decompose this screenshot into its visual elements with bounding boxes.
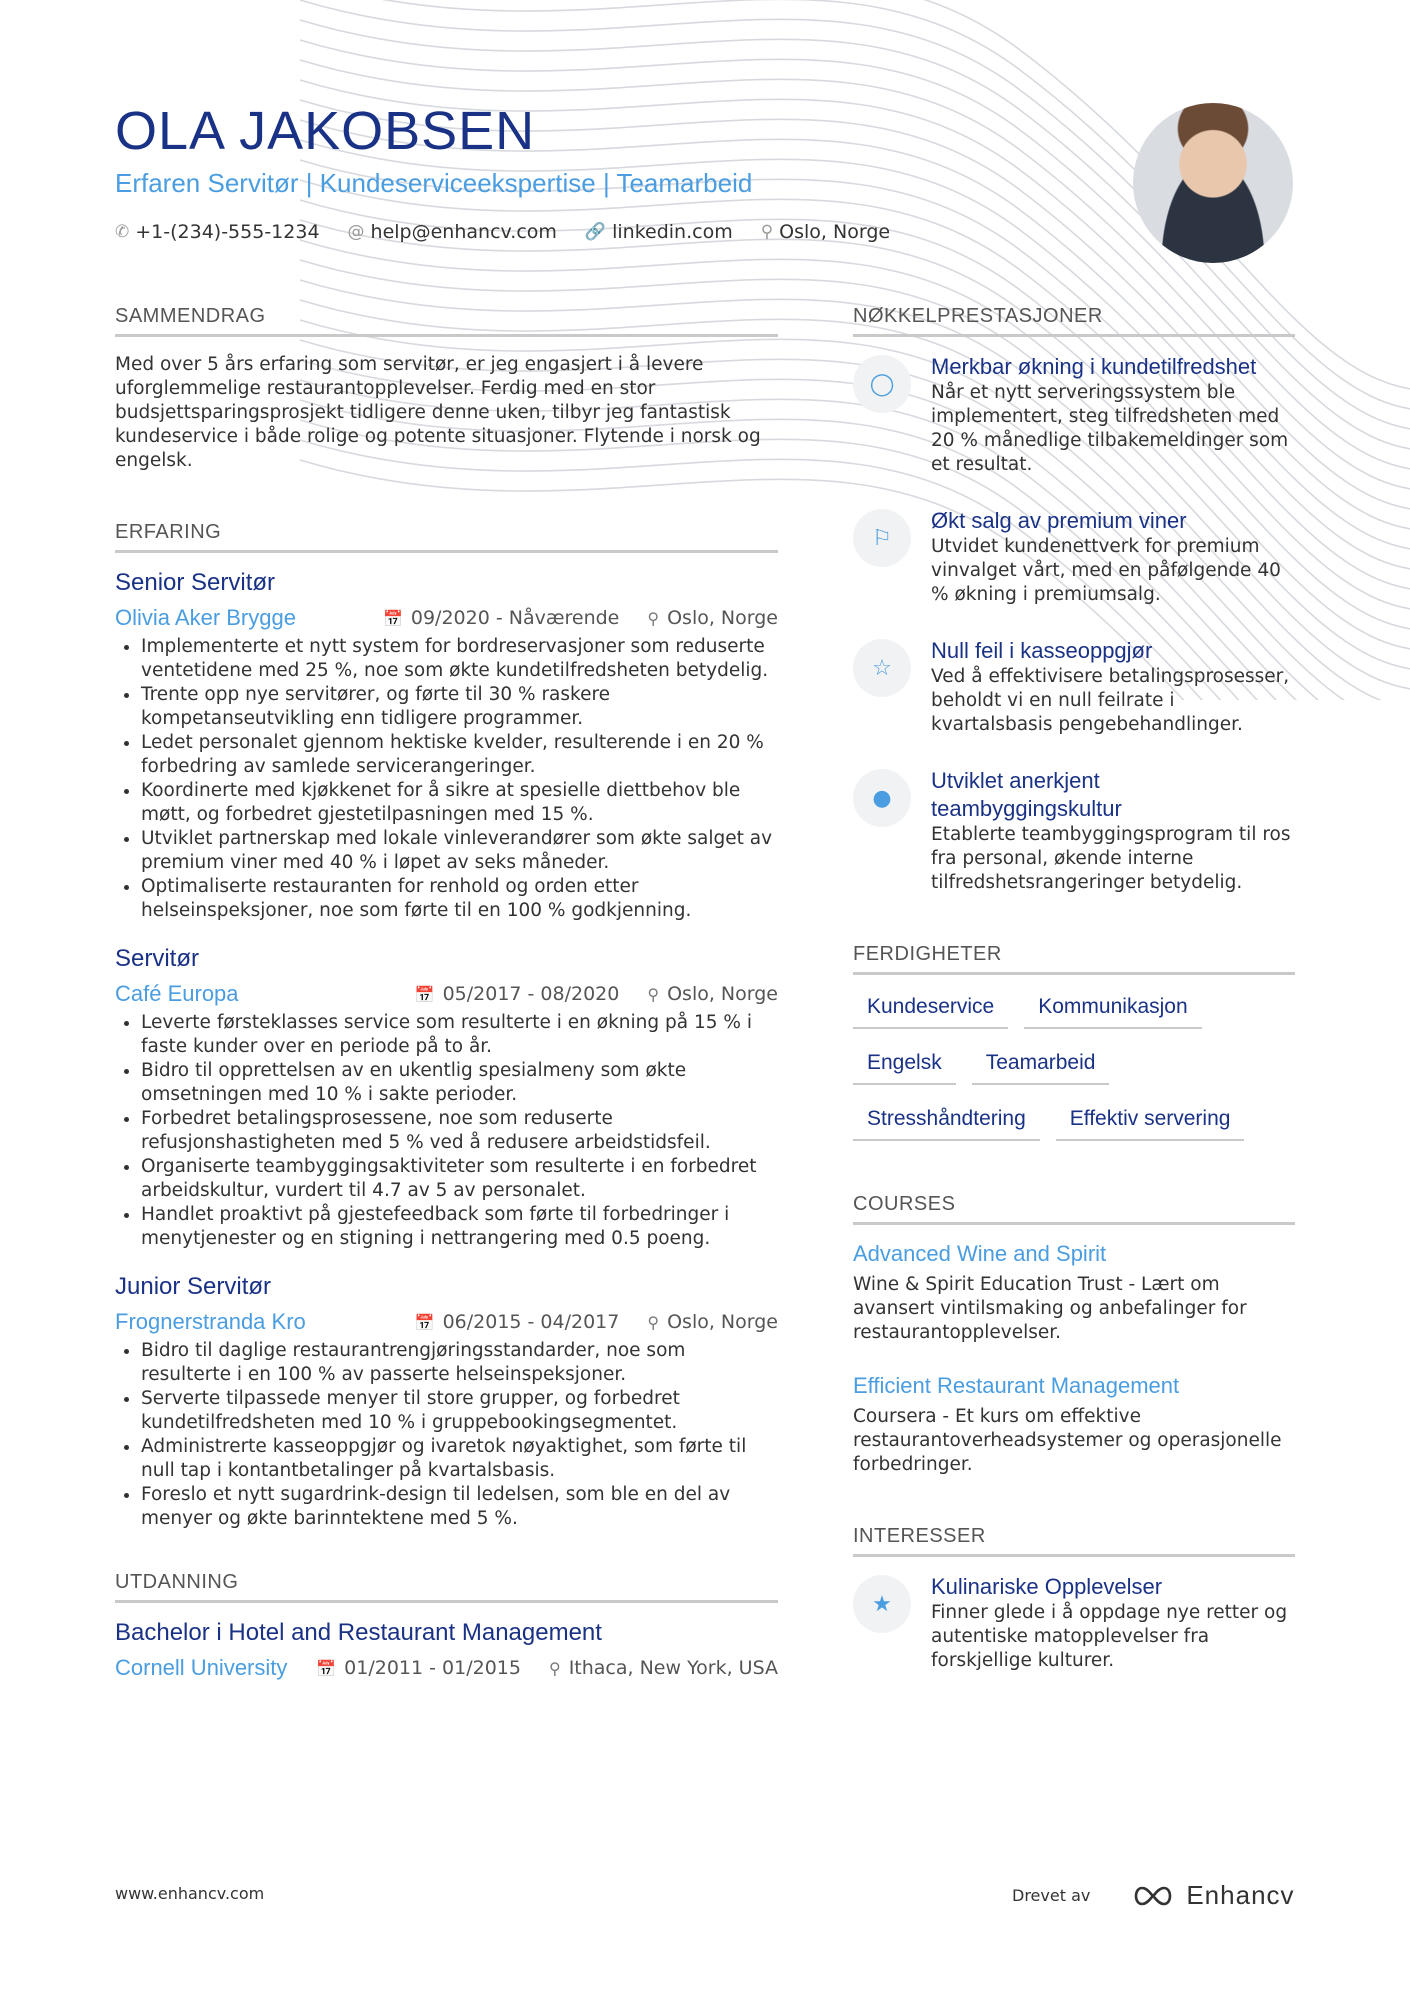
link-icon: 🔗: [584, 222, 607, 242]
course-desc: Wine & Spirit Education Trust - Lært om avansert vintilsmaking og anbefalinger for restaurantopplevelser.: [853, 1274, 1247, 1343]
calendar-icon: 📅: [382, 608, 403, 628]
job-dates: 09/2020 - Nåværende: [410, 607, 620, 629]
job-dates: 05/2017 - 08/2020: [442, 983, 620, 1005]
skill-tag: Engelsk: [853, 1047, 956, 1085]
email-text: help@enhancv.com: [370, 221, 557, 243]
job-bullet: • Implementerte et nytt system for bordreservasjoner som reduserte ventetidene med 25 %, noe som økte kundetilfredsheten betydelig.: [141, 635, 778, 683]
job-bullets: [115, 1011, 778, 1251]
school-name: Cornell University: [115, 1655, 288, 1680]
skill-tag: Kommunikasjon: [1024, 991, 1201, 1029]
job-bullet: • Bidro til daglige restaurantrengjøringsstandarder, noe som resulterte i en 100 % av passerte helseinspeksjoner.: [141, 1339, 778, 1387]
job-bullet: • Utviklet partnerskap med lokale vinleverandører som økte salget av premium viner med 40 % i løpet av seks måneder.: [141, 827, 778, 875]
right-column: [853, 305, 1295, 1703]
flag-icon: ⚐: [853, 509, 911, 567]
education-dates: 01/2011 - 01/2015: [344, 1657, 521, 1679]
skill-tag: Effektiv servering: [1056, 1103, 1245, 1141]
experience-section-title: ERFARING: [115, 521, 778, 553]
degree-title: Bachelor i Hotel and Restaurant Management: [115, 1619, 602, 1646]
job-dates: 06/2015 - 04/2017: [442, 1311, 620, 1333]
education-meta: [115, 1655, 778, 1681]
achievement-title: Merkbar økning i kundetilfredshet: [931, 354, 1257, 379]
contact-location: [761, 221, 890, 243]
interest-item: [853, 1573, 1295, 1673]
linkedin-text: linkedin.com: [612, 221, 733, 243]
brand-logo[interactable]: [1130, 1880, 1294, 1911]
achievement-item: [853, 353, 1295, 477]
job-bullet: • Foreslo et nytt sugardrink-design til ledelsen, som ble en del av menyer og økte barinntektene med 5 %.: [141, 1483, 778, 1531]
skill-tag: Kundeservice: [853, 991, 1008, 1029]
contact-email[interactable]: [348, 221, 557, 243]
course-item: [853, 1373, 1295, 1477]
course-item: [853, 1241, 1295, 1345]
at-icon: @: [347, 222, 365, 242]
calendar-icon: 📅: [414, 1312, 435, 1332]
job-bullet: • Serverte tilpassede menyer til store grupper, og forbedret kundetilfredsheten med 10 % i gruppebookingsegmentet.: [141, 1387, 778, 1435]
job-bullet: • Leverte førsteklasses service som resulterte i en økning på 15 % i faste kunder over en periode på to år.: [141, 1011, 778, 1059]
calendar-icon: 📅: [414, 984, 435, 1004]
interest-title: Kulinariske Opplevelser: [931, 1574, 1163, 1599]
job-bullet: • Koordinerte med kjøkkenet for å sikre at spesielle diettbehov ble møtt, og forbedret gjestetilpasningen med 15 %.: [141, 779, 778, 827]
job-location: Oslo, Norge: [667, 607, 778, 629]
job-meta: [115, 1309, 778, 1335]
job-entry: [115, 1273, 778, 1531]
location-pin-icon: ⚲: [548, 1658, 561, 1678]
phone-text: +1-(234)-555-1234: [135, 221, 320, 243]
course-title: Efficient Restaurant Management: [853, 1373, 1180, 1398]
job-bullet: • Trente opp nye servitører, og førte til 30 % raskere kompetanseutvikling enn tidligere programmer.: [141, 683, 778, 731]
contact-phone[interactable]: [115, 221, 320, 243]
job-bullets: [115, 1339, 778, 1531]
brand-name: Enhancv: [1186, 1880, 1295, 1910]
job-location: Oslo, Norge: [667, 1311, 778, 1333]
achievement-desc: Når et nytt serveringssystem ble implementert, steg tilfredsheten med 20 % månedlige tilbakemeldinger som et resultat.: [931, 382, 1289, 475]
achievements-section-title: NØKKELPRESTASJONER: [853, 305, 1295, 337]
education-entry: [115, 1619, 778, 1681]
candidate-name: OLA JAKOBSEN: [115, 101, 536, 161]
summary-section-title: SAMMENDRAG: [115, 305, 778, 337]
headline: Erfaren Servitør | Kundeserviceekspertise | Teamarbeid: [115, 168, 753, 198]
job-bullet: • Bidro til opprettelsen av en ukentlig spesialmeny som økte omsetningen med 10 % i sakte perioder.: [141, 1059, 778, 1107]
location-pin-icon: ⚲: [647, 984, 660, 1004]
company-name: Frognerstranda Kro: [115, 1309, 306, 1334]
company-name: Café Europa: [115, 981, 239, 1006]
job-meta: [115, 605, 778, 631]
location-text: Oslo, Norge: [779, 221, 891, 243]
footer-website[interactable]: www.enhancv.com: [115, 1884, 265, 1903]
achievement-desc: Ved å effektivisere betalingsprosesser, beholdt vi en null feilrate i kvartalsbasis pengebehandlinger.: [931, 666, 1290, 735]
job-meta: [115, 981, 778, 1007]
job-entry: [115, 569, 778, 923]
job-bullets: [115, 635, 778, 923]
job-bullet: • Ledet personalet gjennom hektiske kvelder, resulterende i en 20 % forbedring av samlede servicerangeringer.: [141, 731, 778, 779]
skills-section-title: FERDIGHETER: [853, 943, 1295, 975]
powered-by-label: Drevet av: [1012, 1886, 1091, 1905]
star-outline-icon: ☆: [853, 639, 911, 697]
lightbulb-icon: ◯: [853, 355, 911, 413]
achievement-item: [853, 767, 1295, 895]
profile-photo: [1133, 103, 1293, 263]
courses-section-title: COURSES: [853, 1193, 1295, 1225]
location-pin-icon: ⚲: [760, 222, 774, 242]
left-column: [115, 305, 778, 1685]
calendar-icon: 📅: [316, 1658, 337, 1678]
skill-tag: Teamarbeid: [972, 1047, 1110, 1085]
location-pin-icon: ⚲: [647, 1312, 660, 1332]
course-title: Advanced Wine and Spirit: [853, 1241, 1107, 1266]
course-desc: Coursera - Et kurs om effektive restaurantoverheadsystemer og operasjonelle forbedringer.: [853, 1406, 1282, 1475]
location-pin-icon: ⚲: [647, 608, 660, 628]
resume-header: [115, 100, 1115, 243]
skill-tag: Stresshåndtering: [853, 1103, 1040, 1141]
interest-desc: Finner glede i å oppdage nye retter og autentiske matopplevelser fra forskjellige kulturer.: [931, 1602, 1288, 1671]
achievement-title: Null feil i kasseoppgjør: [931, 638, 1153, 663]
job-bullet: • Organiserte teambyggingsaktiviteter som resulterte i en forbedret arbeidskultur, vurdert til 4.7 av 5 av personalet.: [141, 1155, 778, 1203]
education-section-title: UTDANNING: [115, 1571, 778, 1603]
interests-section-title: INTERESSER: [853, 1525, 1295, 1557]
footer-branding: [1012, 1880, 1295, 1911]
job-bullet: • Optimaliserte restauranten for renhold og orden etter helseinspeksjoner, noe som førte til en 100 % godkjenning.: [141, 875, 778, 923]
achievement-desc: Etablerte teambyggingsprogram til ros fra personal, økende interne tilfredshetsrangeringer betydelig.: [931, 824, 1291, 893]
job-bullet: • Forbedret betalingsprosessene, noe som reduserte refusjonshastigheten med 5 % ved å redusere arbeidstidsfeil.: [141, 1107, 778, 1155]
contact-linkedin[interactable]: [585, 221, 733, 243]
job-title: Junior Servitør: [115, 1273, 272, 1300]
achievement-item: [853, 507, 1295, 607]
star-icon: ★: [853, 1575, 911, 1633]
company-name: Olivia Aker Brygge: [115, 605, 296, 630]
summary-text: Med over 5 års erfaring som servitør, er jeg engasjert i å levere uforglemmelige restaurantopplevelser. Ferdig med en stor budsjettsparingsprosjekt tidligere denne uken, tilbyr jeg fantastisk kundeservice i både rolige og potente situasjoner. Flytende i norsk og engelsk.: [115, 354, 761, 471]
job-location: Oslo, Norge: [667, 983, 778, 1005]
skills-list: [853, 991, 1295, 1141]
job-entry: [115, 945, 778, 1251]
achievement-desc: Utvidet kundenettverk for premium vinvalget vårt, med en påfølgende 40 % økning i premiumsalg.: [931, 536, 1281, 605]
job-bullet: • Handlet proaktivt på gjestefeedback som førte til forbedringer i menytjenester og en stigning i nettrangering med 0.5 poeng.: [141, 1203, 778, 1251]
phone-icon: ✆: [115, 222, 130, 242]
contact-list: [115, 221, 1115, 243]
achievement-item: [853, 637, 1295, 737]
job-bullet: • Administrerte kasseoppgjør og ivaretok nøyaktighet, som førte til null tap i kontantbetalinger på kvartalsbasis.: [141, 1435, 778, 1483]
achievement-title: Utviklet anerkjent teambyggingskultur: [931, 768, 1122, 821]
head-icon: ●: [853, 769, 911, 827]
job-title: Senior Servitør: [115, 569, 276, 596]
job-title: Servitør: [115, 945, 199, 972]
achievement-title: Økt salg av premium viner: [931, 508, 1187, 533]
education-location: Ithaca, New York, USA: [568, 1657, 778, 1679]
infinity-logo-icon: [1130, 1884, 1176, 1908]
